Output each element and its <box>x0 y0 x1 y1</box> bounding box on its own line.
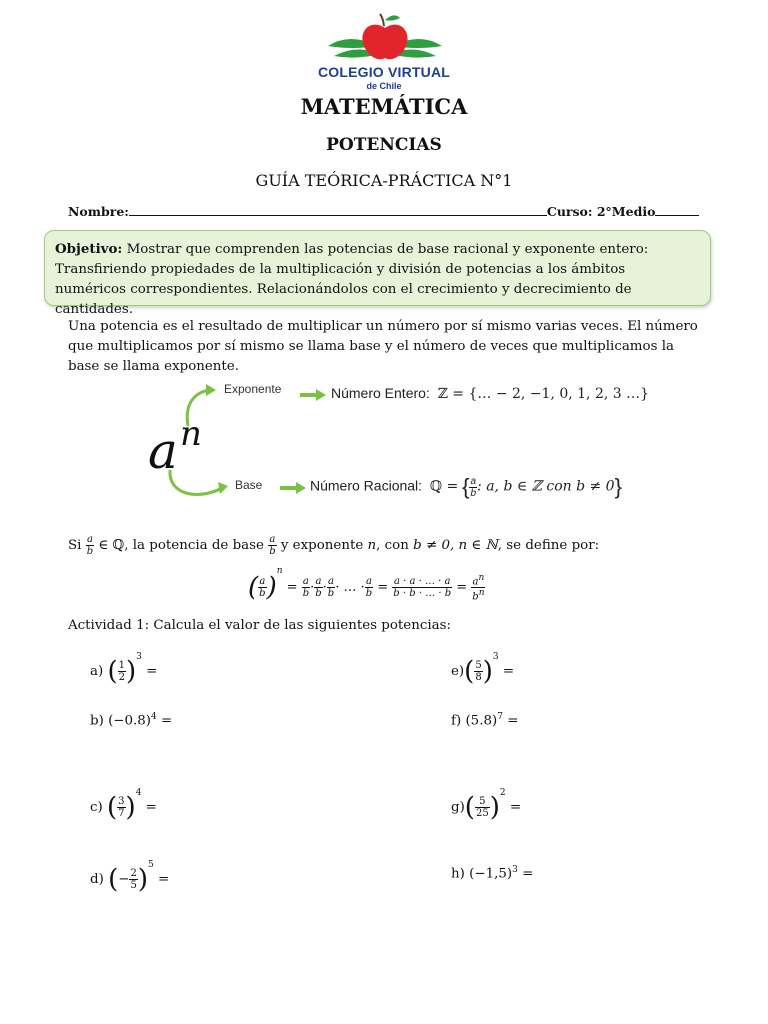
logo-subtitle: de Chile <box>366 81 402 91</box>
guide-title: GUÍA TEÓRICA-PRÁCTICA N°1 <box>255 171 513 190</box>
objective-text: Mostrar que comprenden las potencias de base racional y exponente entero: Transfiriendo propiedades de la multiplicación y división de potencias a los ámbitos numéricos correspondientes. Relacionándolos con el crecimiento y decrecimiento de cantidades. <box>55 242 649 317</box>
name-course-line <box>68 203 699 219</box>
base-symbol: a <box>148 422 178 480</box>
activity-title: Actividad 1: Calcula el valor de las siguientes potencias: <box>68 618 451 633</box>
exercise-a: a) ( $\frac{1}{2}$ )$^3$ = <box>90 652 158 687</box>
objective-label: Objetivo: <box>55 241 123 257</box>
exercise-d: d) (− $\frac{2}{5}$ )$^5$ = <box>90 860 170 895</box>
exponent-label: Exponente <box>224 382 282 396</box>
definition-fraction: $\frac{a}{b}$ <box>86 534 94 557</box>
intro-paragraph: Una potencia es el resultado de multiplicar un número por sí mismo varias veces. El número que multiplicamos por sí mismo se llama base y el número de veces que multiplicamos la base se llama exponente. <box>68 319 698 374</box>
course-blank[interactable] <box>655 203 699 216</box>
definition-base-fraction: $\frac{a}{b}$ <box>269 534 276 557</box>
power-diagram <box>140 378 650 508</box>
subject-title: MATEMÁTICA <box>300 94 468 119</box>
objective-box <box>44 230 711 317</box>
definition-sentence: Si $\frac{a}{b}$ ∈ ℚ, la potencia de base $\frac{a}{b}$ y exponente n, con b ≠ 0, n ∈ ℕ, se define por: <box>68 534 600 557</box>
integer-label: Número Entero: <box>331 385 430 401</box>
rational-set-prefix: ℚ = <box>429 478 459 495</box>
rational-set: Número Racional: ℚ = { $\frac{a}{b}$ : a, b ∈ ℤ con b ≠ 0} <box>310 474 622 499</box>
exercise-g: g)( $\frac{5}{25}$ )$^2$ = <box>451 788 522 823</box>
base-label: Base <box>235 478 263 492</box>
integer-set-formula: ℤ = {… − 2, −1, 0, 1, 2, 3 …} <box>437 386 650 402</box>
rational-label: Número Racional: <box>310 477 423 494</box>
topic-title: POTENCIAS <box>326 135 442 155</box>
rational-set-condition: : a, b ∈ ℤ con b ≠ 0 <box>477 478 615 495</box>
exercise-e: e)( $\frac{5}{8}$ )$^3$ = <box>451 652 515 687</box>
exercise-f: f) $(5.8)^7$ = <box>451 712 519 729</box>
exercise-b: b) $(-0.8)^4$ = <box>90 712 173 729</box>
integer-set <box>331 385 649 402</box>
name-blank[interactable] <box>129 203 547 216</box>
name-label: Nombre: <box>68 204 129 219</box>
logo-title: COLEGIO VIRTUAL <box>317 64 451 80</box>
course-label: Curso: 2°Medio <box>546 204 656 219</box>
exponent-symbol: n <box>180 414 202 454</box>
rational-set-fraction: $\frac{a}{b}$ <box>470 475 477 499</box>
exercise-h: h) $(-1,5)^3$ = <box>451 865 534 882</box>
exercise-c: c) ( $\frac{3}{7}$ )$^4$ = <box>90 788 157 823</box>
power-definition-formula: ( $\frac{a}{b}$ )$^n$ = $\frac{a}{b}$ · $\frac{a}{b}$ · $\frac{a}{b}$ · … · $\frac{a}{b}$ = $\frac{a \cdot a \cdot \dots \cdot a}{b \cdot b \cdot \dots \cdot b}$ = $\frac{a^n}{b^n}$ <box>248 566 485 603</box>
